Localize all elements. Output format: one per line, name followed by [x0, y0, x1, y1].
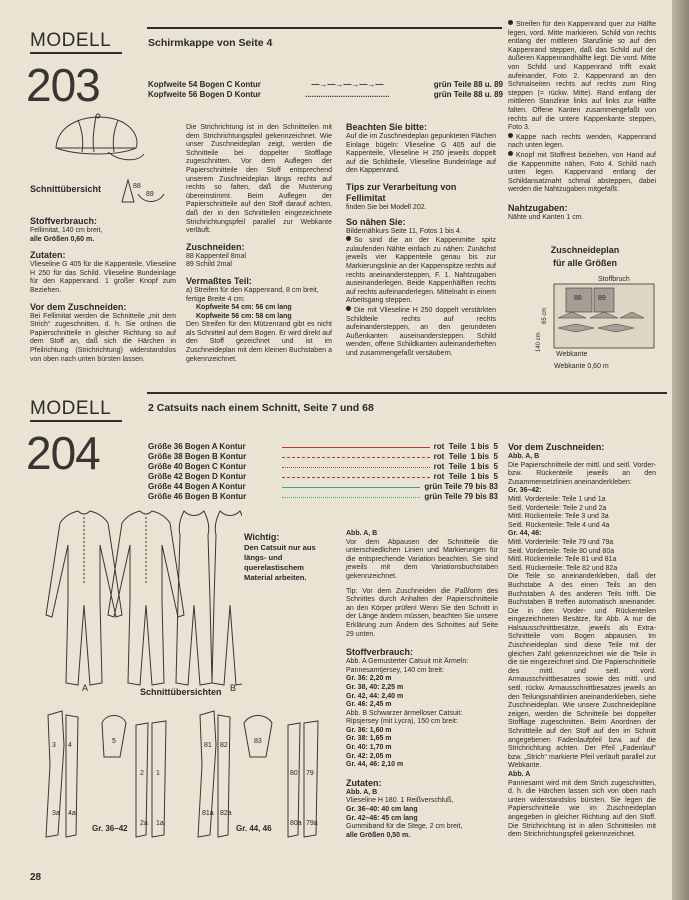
row-value: grün Teile 79 bis 83 — [424, 492, 498, 501]
list-item: Seitl. Rückenteile: Teile 82 und 82a — [508, 564, 618, 572]
plan-subtitle: für alle Größen — [552, 258, 617, 268]
svg-text:82a: 82a — [220, 810, 232, 817]
row-line — [282, 442, 430, 448]
row-line: —→—→—→—→— — [311, 80, 384, 89]
kopfweite-row — [148, 90, 503, 100]
col4-p2-text: Kappe nach rechts wenden, Kappenrand nach unten legen. — [508, 133, 656, 150]
sonahen-p1-text: So sind die an der Kappenmitte spitz zulaufenden Nähte einfach zu nähen: Zunächst jeweils vier Kappenteile genau bis zur Markierungslinie an der Kappenspitze rechts auf rechts aneinandersteppen, F. 1. Nahtzugaben auseinanderlegen. Beide Kappenhälften rechts auf rechts aufeinanderlegen. Mittelnaht in einem Arbeitsgang steppen. — [346, 237, 496, 305]
row-line: ...................................... — [305, 90, 390, 99]
tips-heading: Tips zur Verarbeitung von Fellimitat — [346, 181, 457, 203]
col4-p2 — [508, 133, 656, 151]
zutaten-heading-204: Zutaten: — [346, 777, 382, 788]
stoff-heading-204: Stoffverbrauch: — [346, 647, 414, 658]
nahtzugaben-text: Nähte und Kanten 1 cm. — [508, 213, 584, 221]
zutaten-line: Gr. 42–46: 45 cm lang — [346, 814, 418, 822]
groessen-table — [148, 442, 498, 502]
row-value: grün Teile 88 u. 89 — [433, 80, 503, 89]
groessen-row — [148, 472, 498, 482]
nahtzugaben-heading: Nahtzugaben: — [508, 202, 568, 213]
figure-b-label: B — [230, 683, 237, 693]
kopfweite-row — [148, 80, 503, 90]
abb-a-heading: Abb. A — [508, 770, 531, 778]
modell-label: MODELL — [30, 30, 122, 54]
row-value: rot Teile 1 bis 5 — [433, 472, 498, 481]
plan-piece-89: 89 — [598, 295, 606, 302]
list-item: Seitl. Rückenteile: Teile 4 und 4a — [508, 521, 610, 529]
row-line — [282, 492, 420, 498]
beachten-heading: Beachten Sie bitte: — [346, 122, 428, 132]
stoff-line: Abb. A Gemusterter Catsuit mit Ärmeln: — [346, 658, 469, 666]
stoff-line: Pannesamtjersey, 140 cm breit: — [346, 666, 444, 674]
piece-88-label: 88 — [133, 183, 141, 190]
row-line — [282, 452, 430, 458]
abb-text: Vor dem Abpausen der Schnitteile die unterschiedlichen Linien und Markierungen für die entsprechende Variation beachten. Sie sind jeweils mit dem Variationsbuchstaben gekennzeichnet. — [346, 538, 498, 580]
vorzu-heading: Vor dem Zuschneiden: — [30, 301, 127, 312]
svg-text:1: 1 — [156, 770, 160, 777]
row-label: Größe 42 Bogen D Kontur — [148, 472, 247, 481]
list-item: Mittl. Rückenteile: Teile 3 und 3a — [508, 513, 609, 521]
svg-text:1a: 1a — [156, 820, 164, 827]
col4-p1 — [508, 20, 656, 133]
long-text-2: Pannesamt wird mit dem Strich zugeschnitten, d. h. die Härchen lassen sich von oben nach unten widerstandslos bürsten. Sie legen die Papierschnitteile wie im Zuschneideplan angegeben in gleicher Richtung auf den Stoff. Die Strichrichtung ist in allen Schnitteilen mit dem Strichrichtungspfeil gekennzeichnet. — [508, 779, 656, 839]
stoff-line: Gr. 36: 1,60 m — [346, 726, 392, 734]
modell-label: MODELL — [30, 398, 122, 422]
row-value: rot Teile 1 bis 5 — [433, 452, 498, 461]
divider — [147, 392, 667, 394]
svg-text:79a: 79a — [306, 820, 318, 827]
abb-heading: Abb. A, B — [346, 530, 378, 537]
zuschneideplan-203 — [532, 272, 662, 372]
vorzu-sub: Abb. A, B — [508, 453, 540, 460]
row-label: Größe 44 Bogen A Kontur — [148, 482, 246, 491]
stoff-text: Fellimitat, 140 cm breit, — [30, 227, 103, 234]
model-title: 2 Catsuits nach einem Schnitt, Seite 7 und 68 — [148, 402, 374, 414]
zuschneiden-text: 88 Kappenteil 8mal — [186, 252, 246, 260]
divider — [147, 27, 502, 29]
vermasst-text-3: Den Streifen für den Mützenrand gibt es nicht als Schnitteil auf dem Bogen. Er wird direkt auf den Stoff gezeichnet und ist im Zuschneideplan mit dem kleinen Buchstaben a gekennzeichnet. — [186, 321, 332, 363]
sonahen-text: Bildernähkurs Seite 11, Fotos 1 bis 4. — [346, 227, 462, 235]
stoffbruch-label: Stoffbruch — [598, 276, 630, 283]
svg-text:4: 4 — [68, 742, 72, 749]
tips-text: finden Sie bei Modell 202. — [346, 203, 427, 211]
col4-p3-text: Knopf mit Stoffrest beziehen, von Hand auf die Kappenmitte nähen, Foto 4. Schild nach unten legen. Kappenrand entlang der Schildansatznaht schmal absteppen, dabei werden die Nahtzugaben mitgefaßt. — [508, 151, 656, 194]
stoff-line: Gr. 36: 2,20 m — [346, 675, 392, 683]
zutaten-line: Gr. 36–40: 40 cm lang — [346, 806, 418, 814]
gr-36-42: Gr. 36–42: — [508, 487, 542, 495]
catsuit-illustrations — [34, 505, 242, 693]
sonahen-p1 — [346, 236, 496, 306]
row-line — [282, 472, 430, 478]
zutaten-line: Abb. A, B — [346, 788, 378, 796]
svg-text:4a: 4a — [68, 810, 76, 817]
wichtig-box — [244, 532, 334, 583]
model-number: 204 — [26, 427, 100, 479]
col1-203 — [30, 216, 176, 364]
zutaten-text: Vlieseline G 405 für die Kappenteile, Vlieseline H 250 für das Schild. Vlieseline Bundeinlage für den Kappenrand. 1 großer Knopf zum Beziehen. — [30, 261, 176, 294]
page-number: 28 — [30, 872, 42, 883]
wichtig-heading: Wichtig: — [244, 532, 280, 542]
sonahen-heading: So nähen Sie: — [346, 216, 406, 227]
vermasst-heading: Vermaßtes Teil: — [186, 275, 252, 286]
col3-203 — [346, 122, 496, 358]
plan-140-label: 140 cm — [536, 332, 542, 352]
stoff-line: Gr. 46: 2,45 m — [346, 701, 392, 709]
svg-text:3: 3 — [52, 742, 56, 749]
row-line — [282, 462, 430, 468]
row-label: Größe 36 Bogen A Kontur — [148, 442, 246, 451]
figure-a-label: A — [82, 683, 89, 693]
svg-text:2a: 2a — [140, 820, 148, 827]
wichtig-text: Den Catsuit nur aus längs- und querelastischem Material arbeiten. — [244, 543, 316, 582]
zutaten-line: Gummiband für die Stege, 2 cm breit, — [346, 823, 463, 831]
svg-text:81: 81 — [204, 742, 212, 749]
col4-203 — [508, 20, 656, 222]
col4-204 — [508, 442, 656, 840]
svg-text:81a: 81a — [202, 810, 214, 817]
col4-p3 — [508, 151, 656, 195]
sonahen-p2-text: Die mit Vlieseline H 250 doppelt verstärkten Schildteile rechts auf rechts aufeinandersteppen, an den gerundeten Außenkanten auseinandersteppen. Schild wenden, offene Schildkanten aufeinanderheften und zusammengefaßt versäubern. — [346, 306, 496, 357]
strich-text: Die Strichrichtung ist in den Schnitteilen mit dem Strichrichtungspfeil gekennzeichnet. Wie unser Zuschneideplan zeigt, werden die Schnitteile bei doppelter Stofflage zugeschnitten. Vor dem Auflegen der Papierschnitteile den Stoff entsprechend unserem Zuschneideplan längs rechts auf rechts so falten, daß die Musterung übereinstimmt. Beim Auflegen der Papierschnitteile auf den Stoff darauf achten, daß der in den Schnitteilen eingezeichnete Strichrichtungspfeil parallel zur Webkante verläuft. — [186, 124, 332, 235]
zutaten-line: alle Größen 0,50 m. — [346, 831, 411, 839]
webkante-label: Webkante — [556, 351, 588, 358]
stoff-line: Abb. B Schwarzer ärmelloser Catsuit: — [346, 709, 463, 717]
row-label: Kopfweite 56 Bogen D Kontur — [148, 90, 261, 99]
svg-text:80: 80 — [290, 770, 298, 777]
bullet — [346, 306, 351, 311]
caption-44-46: Gr. 44, 46 — [236, 824, 272, 833]
model-number: 203 — [26, 59, 100, 111]
zuschneiden-heading: Zuschneiden: — [186, 241, 245, 252]
row-label: Größe 40 Bogen C Kontur — [148, 462, 247, 471]
col2-203 — [186, 124, 332, 364]
groessen-row — [148, 462, 498, 472]
row-label: Kopfweite 54 Bogen C Kontur — [148, 80, 261, 89]
groessen-row — [148, 442, 498, 452]
beachten-text: Auf die im Zuschneideplan gepunkteten Flächen Einlage bügeln: Vlieseline G 405 auf die Kappenteile, Vlieseline H 250 jeweils doppelt auf die Schildteile, Vlieseline Bundeinlage auf den Kappenrand. — [346, 133, 496, 175]
gr-44-46: Gr. 44, 46: — [508, 530, 542, 538]
row-label: Größe 46 Bogen B Kontur — [148, 492, 247, 501]
long-text: Die Teile so aneinanderkleben, daß der Buchstabe A des einen Teils an den Buchstaben A des anderen Teils trifft. Die Buchstaben B treffen automatisch aneinander. Die in den Vorder- und Rückenteilen eingezeichneten Besätze, für Abb. A nur die Halsausschnittbesätze, jeweils als Extra-Schnitteile vom Bogen abpausen. Im Zuschneideplan sind diese Teile mit der gleichen Zahl gekennzeichnet wie die Teile in die sie eingezeichnet sind. Die Papierschnitteile des mittl. und seitl. vord. Armausschnittbesatzes sowie des mittl. und seitl. rückw. Armausschnittbesatzes jeweils an den Teilungsnahtlinien aneinanderkleben, siehe Zuschneideplan. Wie unsere Zuschneidepläne zeigen, werden die Schnitteile bei doppelter Stofflage zugeschnitten. Beim Anordnen der Schnittteile auf den Stoff auf den im Schnitt angegebenen Fadenlaufpfeil bzw. auf die Strichrichtung achten. Der Pfeil „Fadenlauf“ bzw. „Strich“ markierte Pfeil verläuft parallel zur Webkante. — [508, 573, 656, 770]
svg-text:5: 5 — [112, 738, 116, 745]
list-item: Seitl. Vorderteile: Teile 80 und 80a — [508, 547, 615, 555]
zuschneiden-text-2: 89 Schild 2mal — [186, 261, 232, 269]
binding-edge — [672, 0, 689, 900]
svg-text:80a: 80a — [290, 820, 302, 827]
vermasst-text: a) Streifen für den Kappenrand, 8 cm breit, fertige Breite 4 cm: — [186, 286, 319, 303]
zutaten-heading: Zutaten: — [30, 250, 66, 261]
stoff-line: Gr. 38, 40: 2,25 m — [346, 683, 404, 691]
stoff-line: Gr. 38: 1,65 m — [346, 735, 392, 743]
plan-title: Zuschneideplan — [550, 245, 620, 255]
row-value: grün Teile 79 bis 83 — [424, 482, 498, 491]
vorzu-heading-204: Vor dem Zuschneiden: — [508, 442, 605, 452]
pieces-overview-204 — [40, 705, 340, 845]
svg-text:2: 2 — [140, 770, 144, 777]
groessen-row — [148, 452, 498, 462]
stoff-line: Ripsjersey (mit Lycra), 150 cm breit: — [346, 718, 458, 726]
stoff-line: Gr. 44, 46: 2,10 m — [346, 761, 404, 769]
groessen-row — [148, 482, 498, 492]
svg-text:82: 82 — [220, 742, 228, 749]
list-item: Mittl. Vorderteile: Teile 79 und 79a — [508, 538, 614, 546]
bullet — [346, 236, 351, 241]
groessen-row — [148, 492, 498, 502]
plan-65-label: 65 cm — [542, 307, 548, 324]
vermasst-k56: Kopfweite 56 cm: 58 cm lang — [196, 312, 292, 320]
row-value: rot Teile 1 bis 5 — [433, 442, 498, 451]
list-item: Mittl. Rückenteile: Teile 81 und 81a — [508, 556, 617, 564]
zutaten-line: Vlieseline H 180. 1 Reißverschluß, — [346, 797, 454, 805]
row-label: Größe 38 Bogen B Kontur — [148, 452, 247, 461]
plan-piece-88: 88 — [574, 295, 582, 302]
vorzu-text-204: Die Papierschnitteile der mittl. und seitl. Vorder- bzw. Rückenteile jeweils an den Zusammensetzlinien aneinanderkleben: — [508, 461, 656, 486]
bullet — [508, 20, 513, 25]
stoff-heading: Stoffverbrauch: — [30, 216, 98, 226]
caption-36-42: Gr. 36–42 — [92, 824, 128, 833]
kopfweite-table — [148, 80, 503, 100]
list-item: Mittl. Vorderteile: Teile 1 und 1a — [508, 495, 606, 503]
pieces-overview — [118, 176, 168, 206]
list-item: Seitl. Vorderteile: Teile 2 und 2a — [508, 504, 607, 512]
stoff-line: Gr. 42, 44: 2,40 m — [346, 692, 404, 700]
bullet — [508, 133, 513, 138]
stoff-line: Gr. 40: 1,70 m — [346, 744, 392, 752]
schnittuebersicht-label: Schnittübersicht — [30, 184, 102, 194]
piece-89-label: 89 — [146, 191, 154, 198]
svg-text:83: 83 — [254, 738, 262, 745]
col4-p1-text: Streifen für den Kappenrand quer zur Hälfte legen, vord. Mitte markieren. Schild von rechts entlang der mittleren Stanzlinie so auf den Kappenrand steppen, daß das Schild auf der äußeren Kappenrandhälfte liegt. Die vord. Mitte von Schild und Kappenrand trifft exakt aufeinander, Foto 2. Kappenrand an den Schmalseiten rechts auf rechts zum Ring steppen (= rückw. Mitte). Rand entlang der mittleren Stanzlinie links auf links zur Hälfte falten. Offene Kanten zusammengefaßt von rechts auf die untere Kappenkante steppen, Foto 3. — [508, 21, 656, 132]
svg-text:3a: 3a — [52, 810, 60, 817]
plan-size-label: Webkante 0,60 m — [554, 363, 609, 370]
schnittuebersichten-label: Schnittübersichten — [140, 687, 222, 697]
svg-text:79: 79 — [306, 770, 314, 777]
stoff-line: Gr. 42: 2,05 m — [346, 752, 392, 760]
col3-204 — [346, 530, 498, 840]
vorzu-text: Bei Fellimitat werden die Schnitteile „mit dem Strich“ zugeschnitten, d. h. Sie ordnen die Papierschnitteile in gleicher Richtung so auf dem Stoff an, daß sich die Härchen in Pfeilrichtung (Strichrichtung) widerstandslos von oben nach unten bürsten lassen. — [30, 312, 176, 363]
row-line — [282, 482, 420, 488]
row-value: rot Teile 1 bis 5 — [433, 462, 498, 471]
bullet — [508, 151, 513, 156]
cap-illustration — [48, 112, 148, 170]
model-title: Schirmkappe von Seite 4 — [148, 37, 273, 49]
tip-text: Tip: Vor dem Zuschneiden die Paßform des Schnittes durch Anhalten der Papierschnitteile an den Körper prüfen! Wenn Sie den Schnitt in der Länge ändern müssen, beachten Sie unsere Erklärung zum Ändern des Schnittes auf Seite 29 unten. — [346, 587, 498, 638]
row-value: grün Teile 88 u. 89 — [433, 90, 503, 99]
stoff-text-2: alle Größen 0,60 m. — [30, 235, 95, 243]
sonahen-p2 — [346, 306, 496, 359]
vermasst-k54: Kopfweite 54 cm: 56 cm lang — [196, 304, 292, 312]
